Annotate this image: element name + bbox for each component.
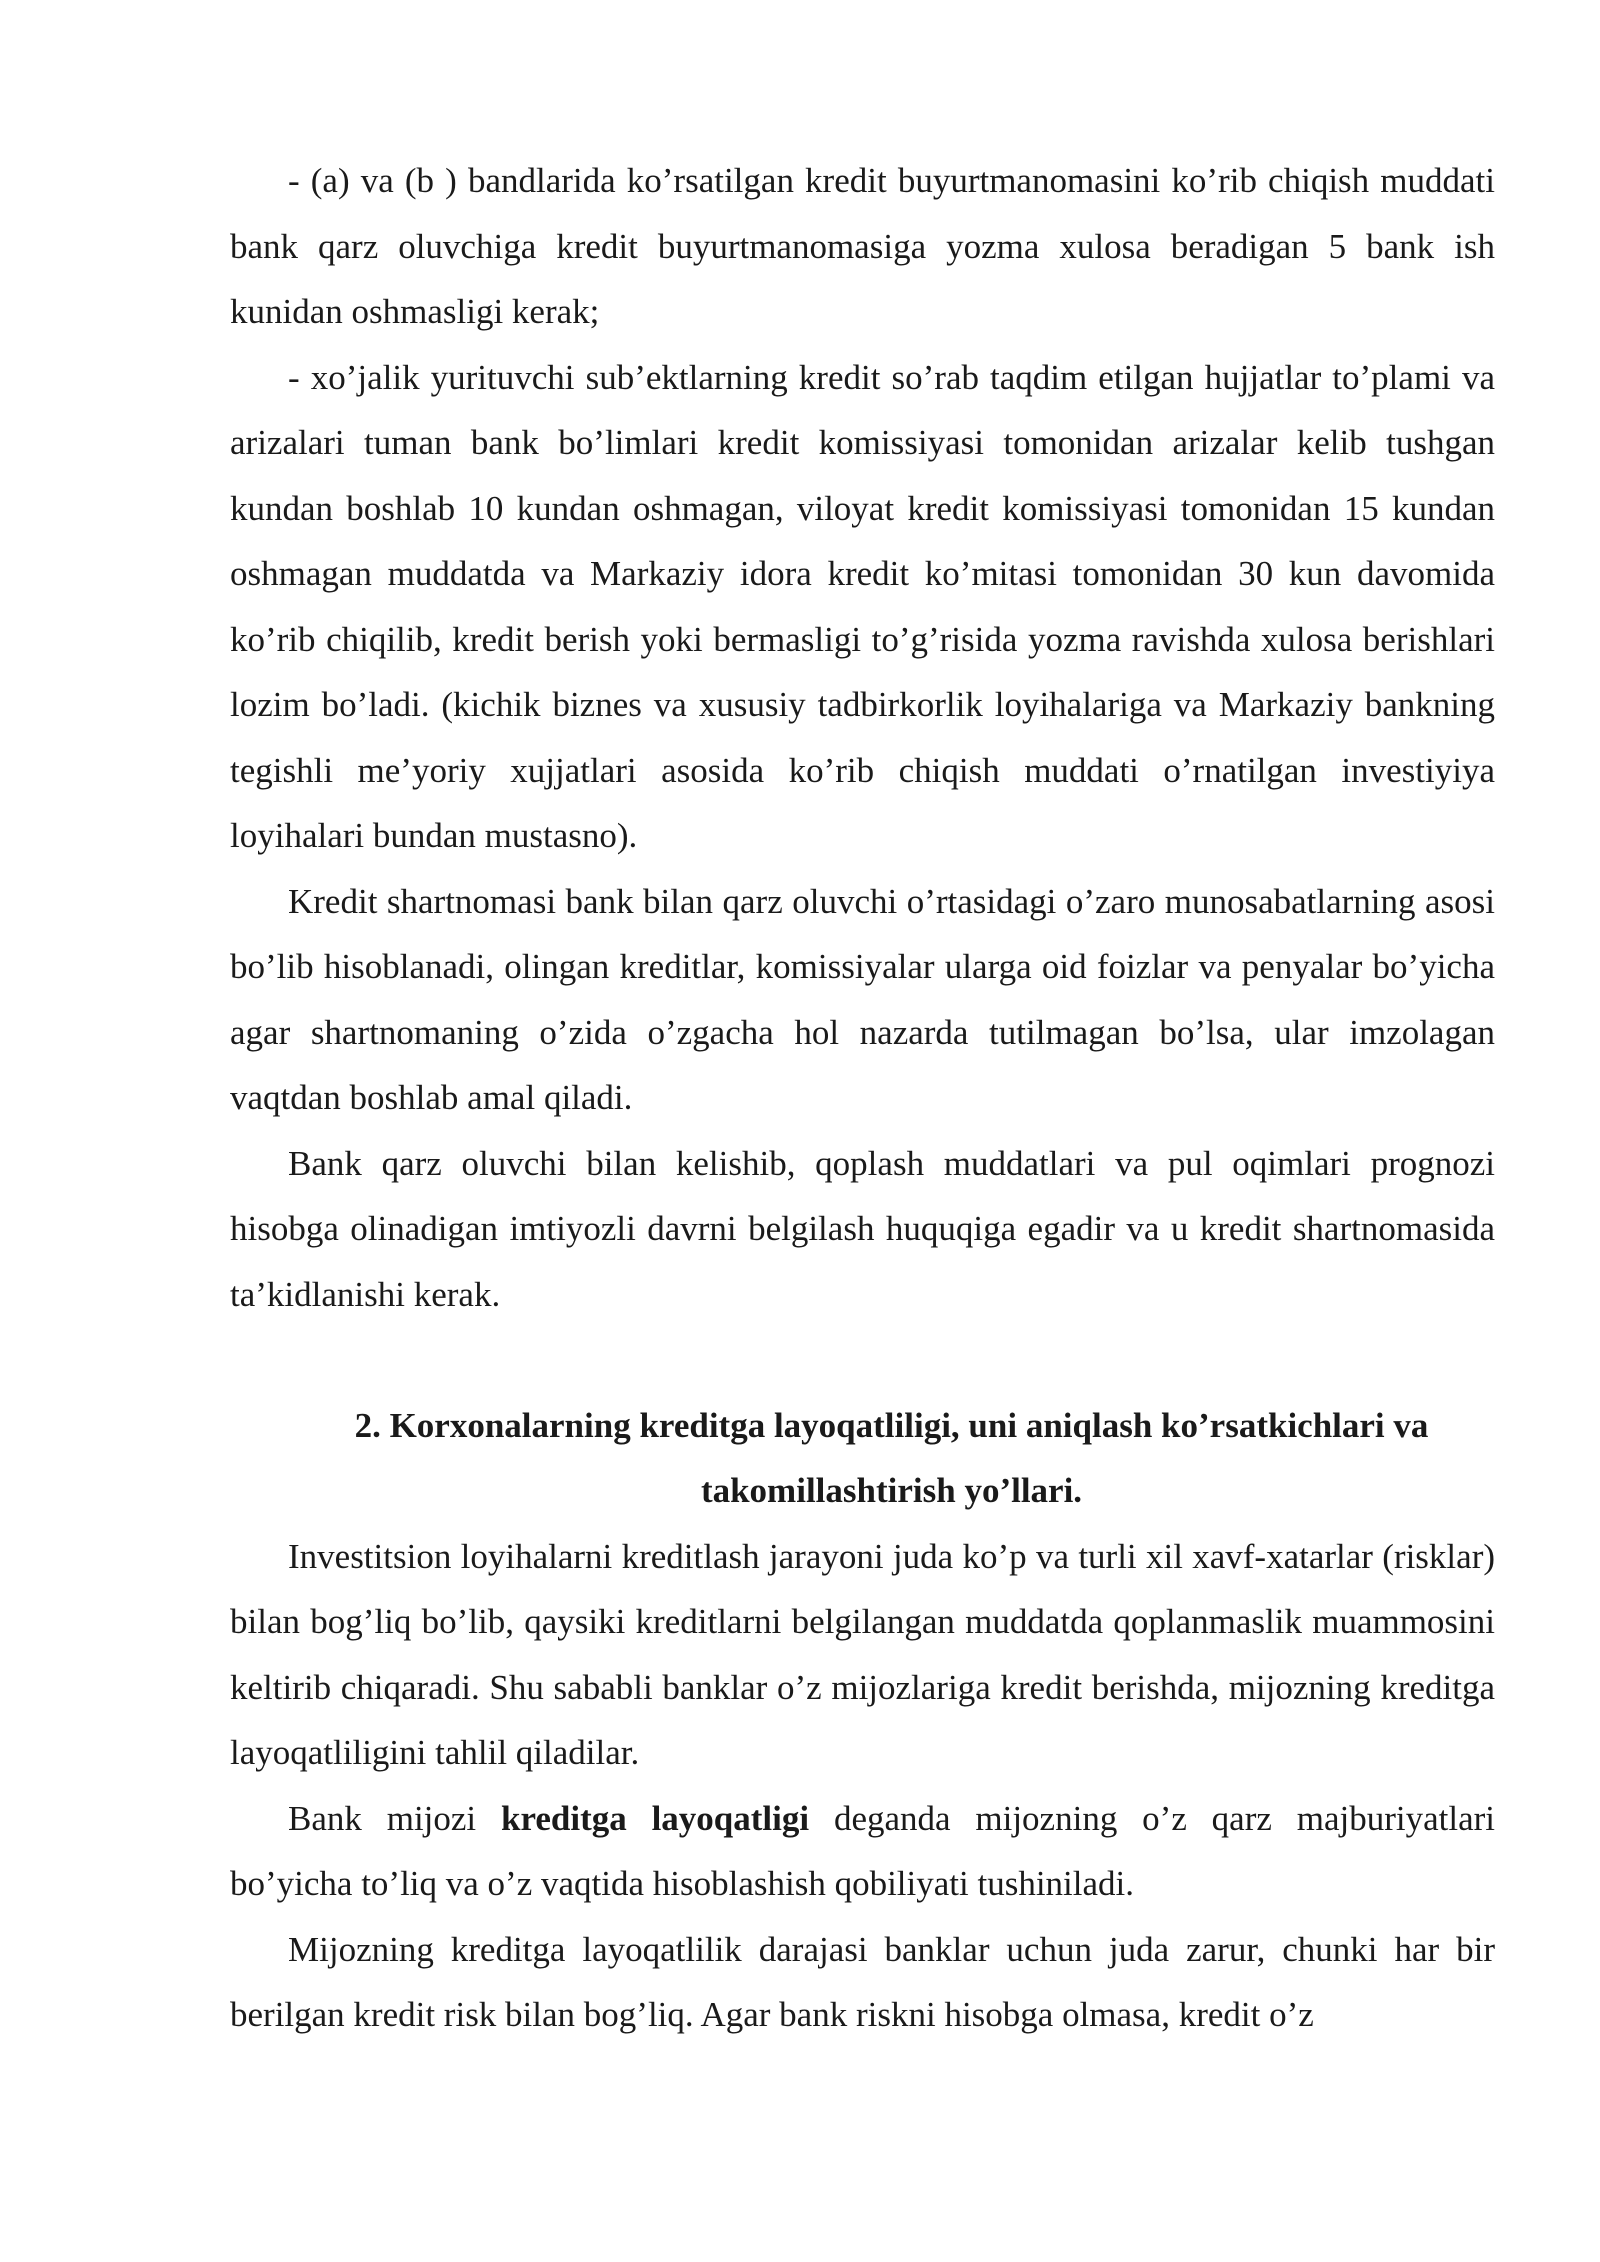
document-page [230,148,1495,2048]
paragraph-grace-period: Bank qarz oluvchi bilan kelishib, qoplash muddatlari va pul oqimlari prognozi hisobga olinadigan imtiyozli davrni belgilash huquqiga egadir va u kredit shartnomasida ta’kidlanishi kerak. [230,1143,1495,1314]
paragraph-creditworthiness-definition [230,1786,1495,1917]
paragraph-investment-risks: Investitsion loyihalarni kreditlash jarayoni juda ko’p va turli xil xavf-xatarlar (risklar) bilan bog’liq bo’lib, qaysiki kreditlarni belgilangan muddatda qoplanmaslik muammosini keltirib chiqaradi. Shu sababli banklar o’z mijozlariga kredit berishda, mijozning kreditga layoqatliligini tahlil qiladilar. [230,1536,1495,1772]
section-heading-line-2: takomillashtirish yo’llari. [700,1471,1083,1510]
definition-text-before: Bank mijozi [288,1798,501,1838]
definition-text-after: deganda mijozning o’z qarz majburiyatlari bo’yicha to’liq va o’z vaqtida hisoblashish qobiliyati tushiniladi. [230,1798,1496,1903]
paragraph-commission-deadlines: - xo’jalik yurituvchi sub’ektlarning kredit so’rab taqdim etilgan hujjatlar to’plami va arizalari tuman bank bo’limlari kredit komissiyasi tomonidan arizalar kelib tushgan kundan boshlab 10 kundan oshmagan, viloyat kredit komissiyasi tomonidan 15 kundan oshmagan muddatda va Markaziy idora kredit ko’mitasi tomonidan 30 kun davomida ko’rib chiqilib, kredit berish yoki bermasligi to’g’risida yozma ravishda xulosa berishlari lozim bo’ladi. (kichik biznes va xususiy tadbirkorlik loyihalariga va Markaziy bankning tegishli me’yoriy xujjatlari asosida ko’rib chiqish muddati o’rnatilgan investiyiya loyihalari bundan mustasno). [230,357,1495,855]
definition-term: kreditga layoqatligi [501,1798,810,1838]
section-spacer [230,1327,1495,1393]
section-heading-line-1: 2. Korxonalarning kreditga layoqatliligi, uni aniqlash ko’rsatkichlari va [354,1405,1429,1445]
paragraph-creditworthiness-importance: Mijozning kreditga layoqatlilik darajasi banklar uchun juda zarur, chunki har bir berilgan kredit risk bilan bog’liq. Agar bank riskni hisobga olmasa, kredit o’z [230,1929,1495,2034]
paragraph-review-period: - (a) va (b ) bandlarida ko’rsatilgan kredit buyurtmanomasini ko’rib chiqish muddati bank qarz oluvchiga kredit buyurtmanomasiga yozma xulosa beradigan 5 bank ish kunidan oshmasligi kerak; [230,161,1495,331]
paragraph-credit-agreement: Kredit shartnomasi bank bilan qarz oluvchi o’rtasidagi o’zaro munosabatlarning asosi bo’lib hisoblanadi, olingan kreditlar, komissiyalar ularga oid foizlar va penyalar bo’yicha agar shartnomaning o’zida o’zgacha hol nazarda tutilmagan bo’lsa, ular imzolagan vaqtdan boshlab amal qiladi. [230,881,1495,1117]
